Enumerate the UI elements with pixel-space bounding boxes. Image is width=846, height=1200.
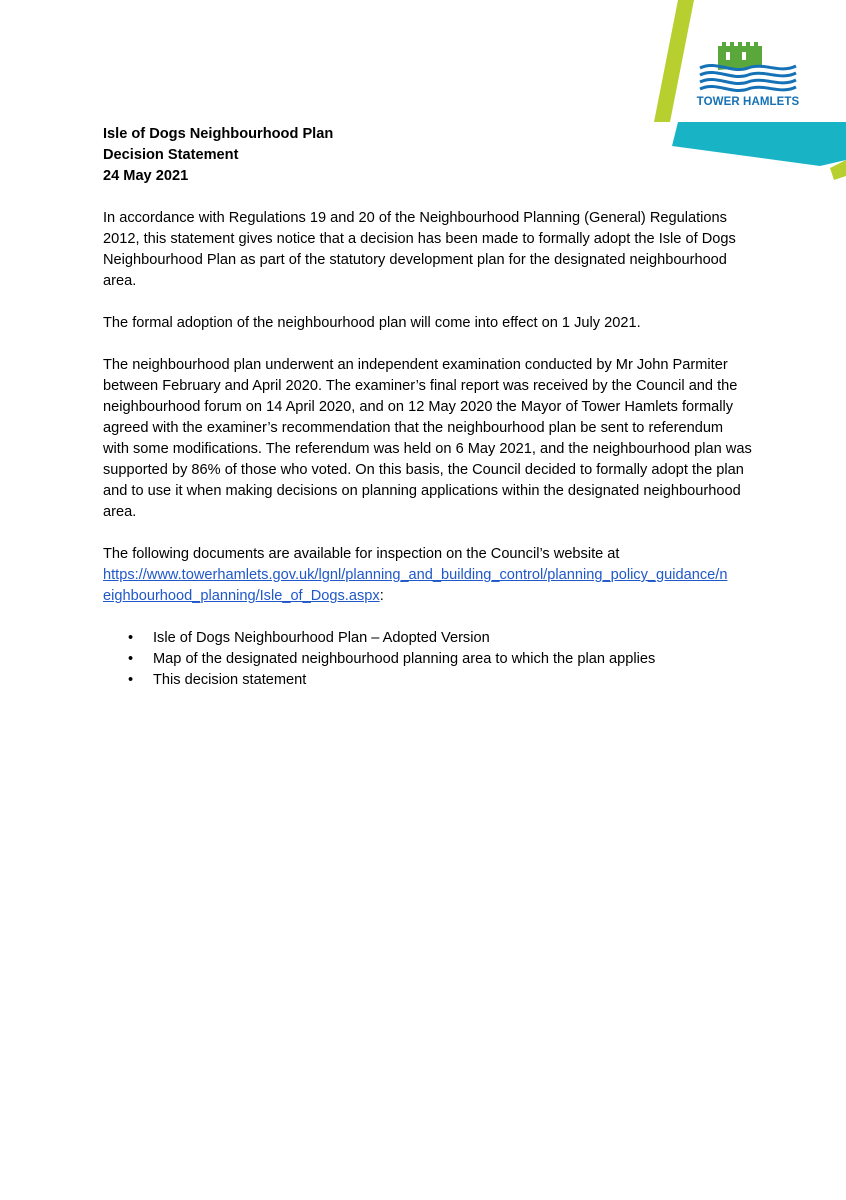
document-body <box>103 124 753 691</box>
paragraph-effective-date: The formal adoption of the neighbourhood plan will come into effect on 1 July 2021. <box>103 315 641 331</box>
document-item-statement: This decision statement <box>153 672 307 688</box>
heading-date: 24 May 2021 <box>103 168 189 184</box>
document-item-map: Map of the designated neighbourhood planning area to which the plan applies <box>153 651 656 667</box>
lime-band-shape <box>654 0 694 122</box>
list-item <box>103 628 753 649</box>
list-item <box>103 649 753 670</box>
paragraph-documents-intro <box>103 544 753 607</box>
list-item <box>103 670 753 691</box>
paragraph-examination: The neighbourhood plan underwent an independent examination conducted by Mr John Parmiter between February and April 2020. The examiner’s final report was received by the Council and the neighbourhood forum on 14 April 2020, and on 12 May 2020 the Mayor of Tower Hamlets formally agreed with the examiner’s recommendation that the neighbourhood plan be sent to referendum with some modifications. The referendum was held on 6 May 2021, and the neighbourhood plan was supported by 86% of those who voted. On this basis, the Council decided to formally adopt the plan and to use it when making decisions on planning applications within the designated neighbourhood area. <box>103 357 752 520</box>
logo-text: TOWER HAMLETS <box>696 96 800 108</box>
heading-title: Isle of Dogs Neighbourhood Plan <box>103 126 334 142</box>
document-item-plan: Isle of Dogs Neighbourhood Plan – Adopted Version <box>153 630 490 646</box>
castle-icon <box>696 40 800 94</box>
heading-subtitle: Decision Statement <box>103 147 239 163</box>
bullet-icon: • <box>128 630 134 646</box>
documents-intro-text: The following documents are available for inspection on the Council’s website at <box>103 546 620 562</box>
link-suffix: : <box>379 588 384 604</box>
document-heading <box>103 124 753 187</box>
documents-list <box>103 628 753 691</box>
bullet-icon: • <box>128 651 134 667</box>
tower-hamlets-logo <box>696 40 800 112</box>
paragraph-regulations: In accordance with Regulations 19 and 20 of the Neighbourhood Planning (General) Regulations 2012, this statement gives notice that a decision has been made to formally adopt the Isle of Dogs Neighbourhood Plan as part of the statutory development plan for the designated neighbourhood area. <box>103 210 736 289</box>
bullet-icon: • <box>128 672 134 688</box>
council-website-link[interactable]: https://www.towerhamlets.gov.uk/lgnl/planning_and_building_control/planning_policy_guidance/n eighbourhood_planning/Isle_of_Dogs.aspx <box>103 567 728 604</box>
